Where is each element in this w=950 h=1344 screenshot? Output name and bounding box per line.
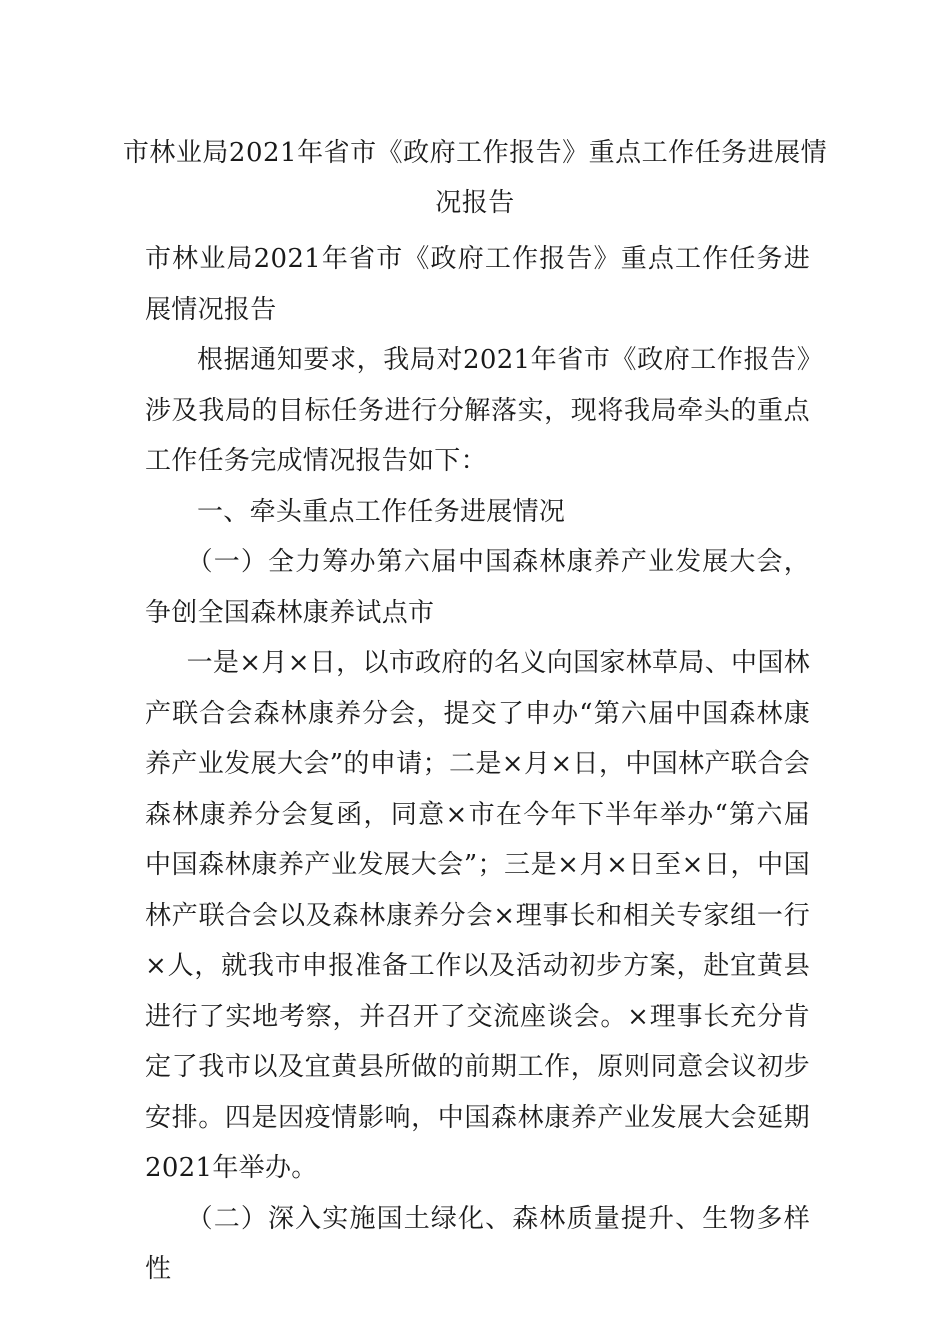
repeated-title-paragraph: 市林业局2021年省市《政府工作报告》重点工作任务进展情况报告 (145, 244, 810, 325)
document-body (145, 234, 810, 1295)
subsection-1-body: 一是×月×日，以市政府的名义向国家林草局、中国林产联合会森林康养分会，提交了申办“第六届中国森林康养产业发展大会”的申请；二是×月×日，中国林产联合会森林康养分会复函，同意×市在今年下半年举办“第六届中国森林康养产业发展大会”；三是×月×日至×日，中国林产联合会以及森林康养分会×理事长和相关专家组一行×人，就我市申报准备工作以及活动初步方案，赴宜黄县进行了实地考察，并召开了交流座谈会。×理事长充分肯定了我市以及宜黄县所做的前期工作，原则同意会议初步安排。四是因疫情影响，中国森林康养产业发展大会延期2021年举办。 (145, 648, 810, 1183)
subsection-heading-2: （二）深入实施国土绿化、森林质量提升、生物多样性 (145, 1203, 810, 1284)
subsection-heading-1: （一）全力筹办第六届中国森林康养产业发展大会，争创全国森林康养试点市 (145, 547, 810, 628)
document-title: 市林业局2021年省市《政府工作报告》重点工作任务进展情况报告 (122, 138, 828, 218)
intro-paragraph: 根据通知要求，我局对2021年省市《政府工作报告》涉及我局的目标任务进行分解落实，现将我局牵头的重点工作任务完成情况报告如下： (145, 345, 810, 476)
section-heading: 一、牵头重点工作任务进展情况 (197, 496, 566, 527)
